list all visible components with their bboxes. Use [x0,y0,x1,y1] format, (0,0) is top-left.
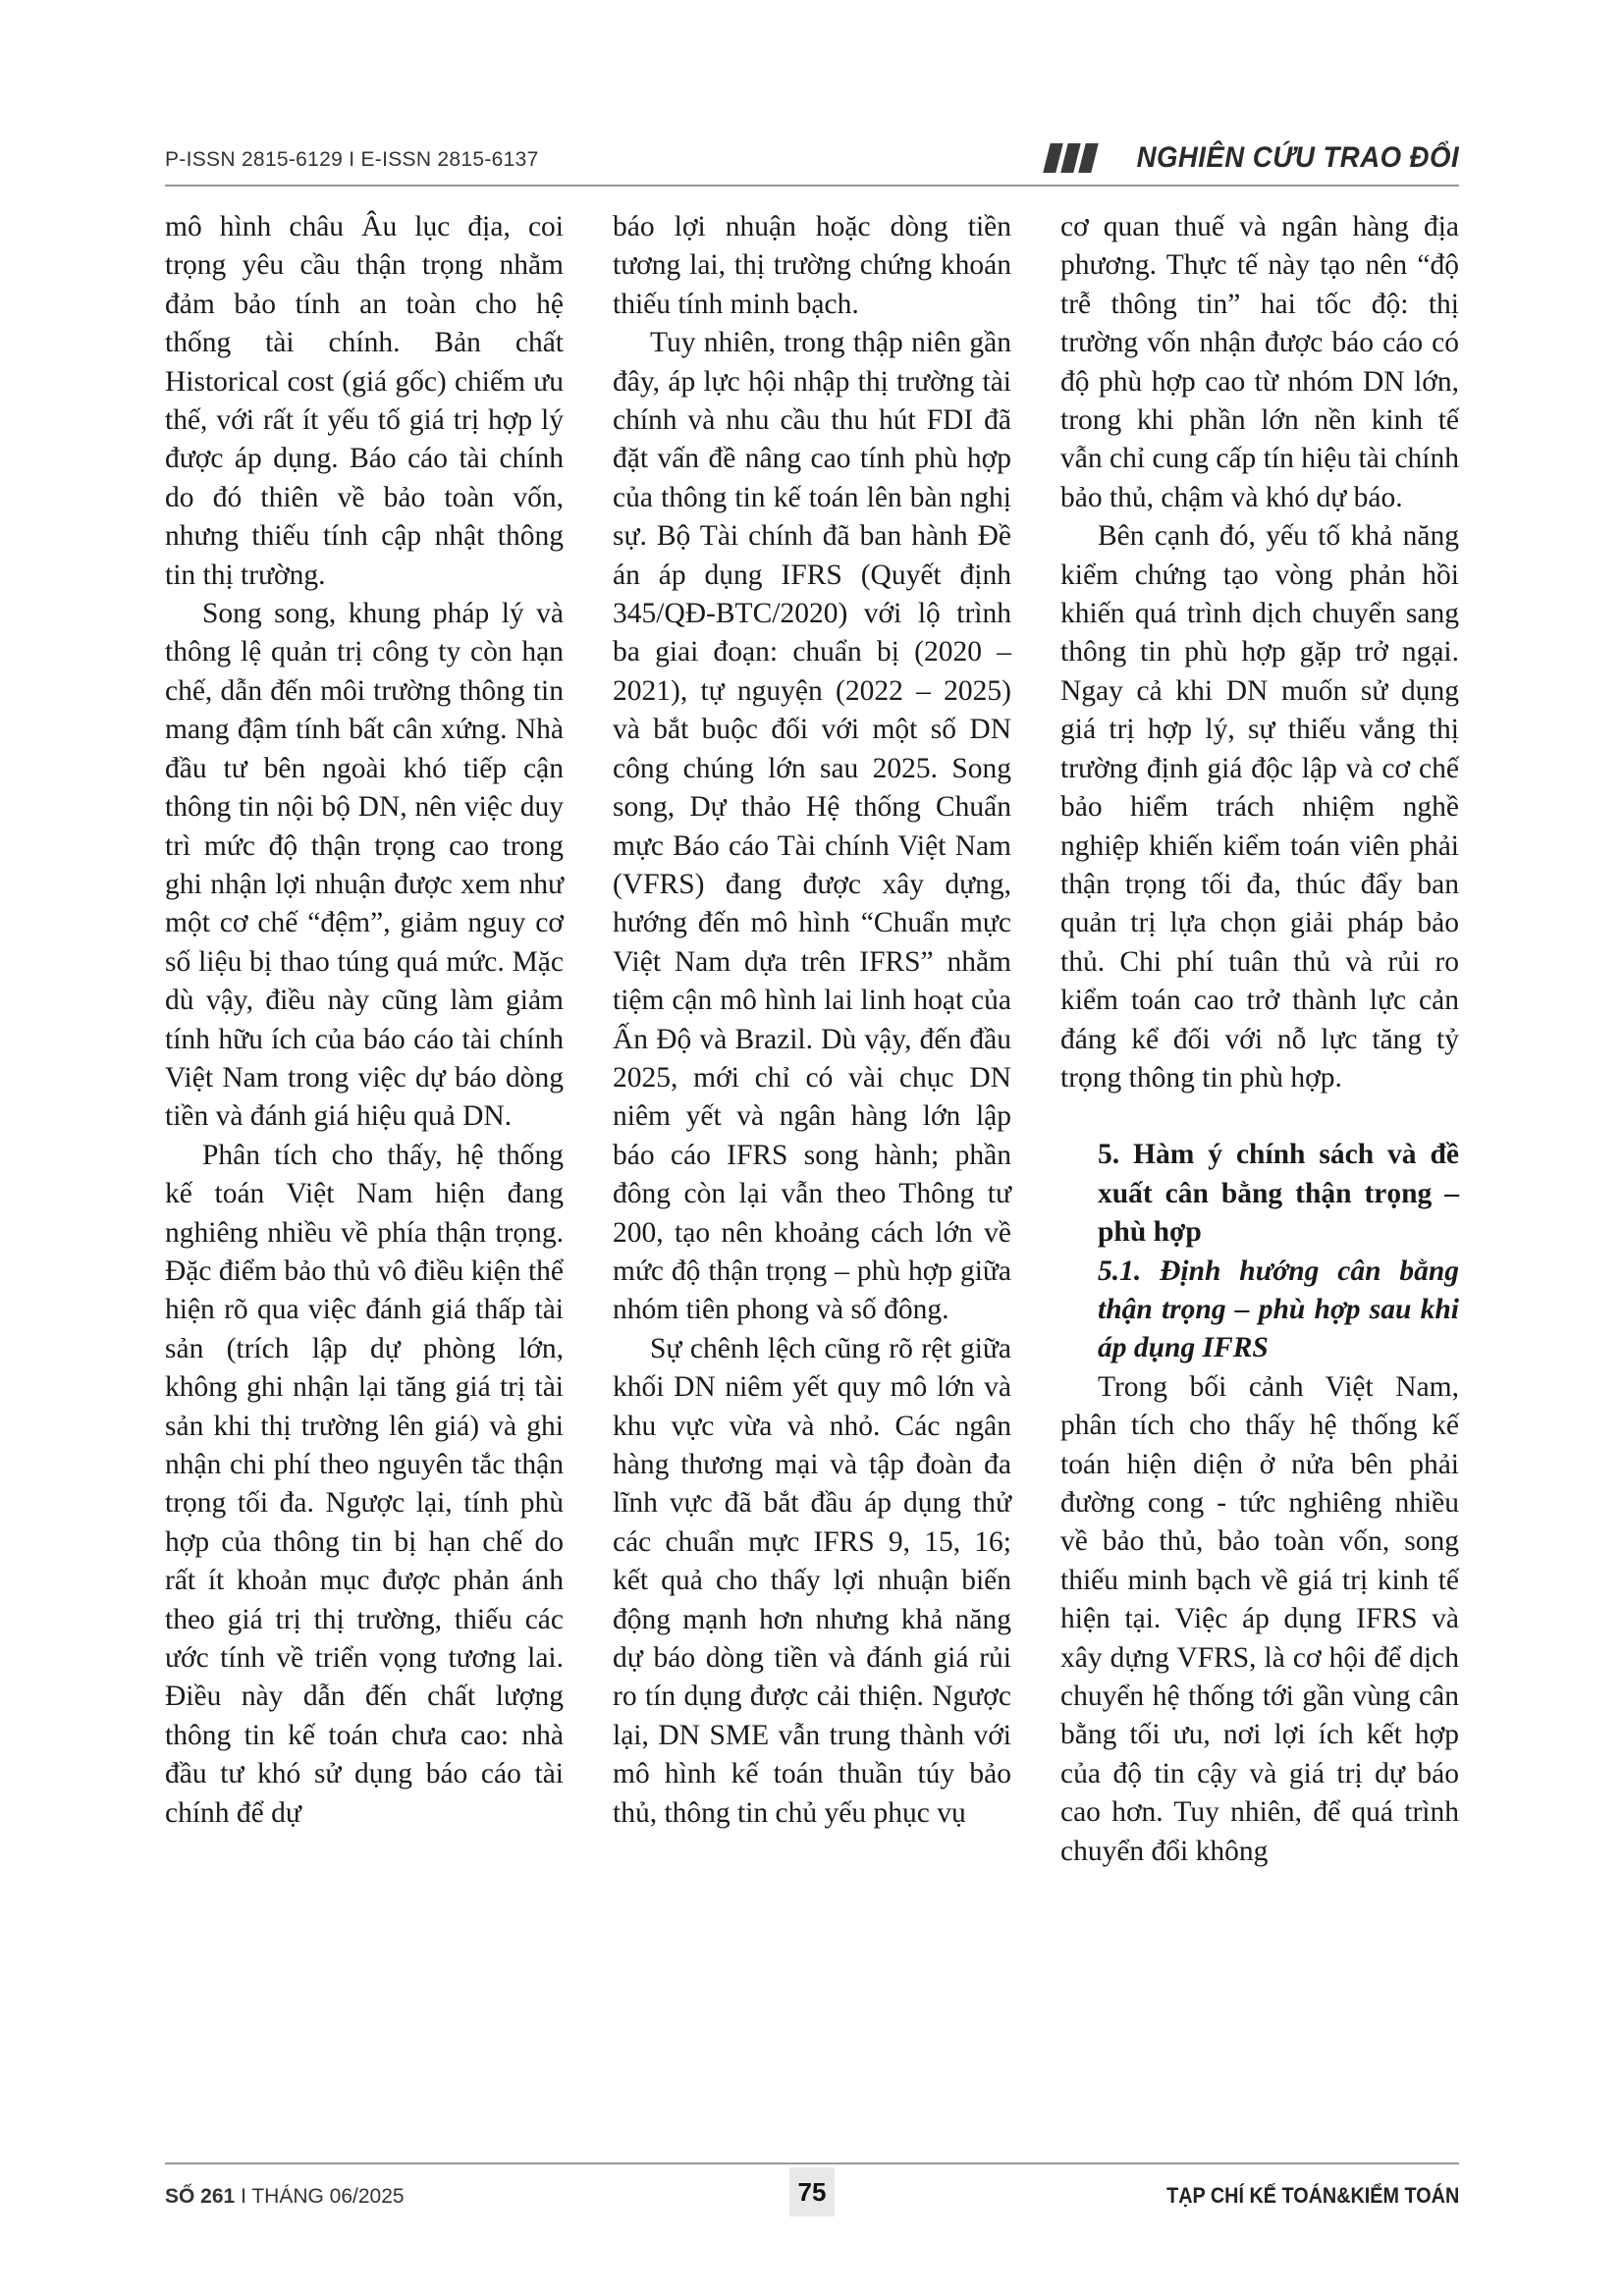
paragraph: Tuy nhiên, trong thập niên gần đây, áp lực hội nhập thị trường tài chính và nhu cầu thu hút FDI đã đặt vấn đề nâng cao tính phù hợp của thông tin kế toán lên bàn nghị sự. Bộ Tài chính đã ban hành Đề án áp dụng IFRS (Quyết định 345/QĐ-BTC/2020) với lộ trình ba giai đoạn: chuẩn bị (2020 – 2021), tự nguyện (2022 – 2025) và bắt buộc đối với một số DN công chúng lớn sau 2025. Song song, Dự thảo Hệ thống Chuẩn mực Báo cáo Tài chính Việt Nam (VFRS) đang được xây dựng, hướng đến mô hình “Chuẩn mực Việt Nam dựa trên IFRS” nhằm tiệm cận mô hình lai linh hoạt của Ấn Độ và Brazil. Dù vậy, đến đầu 2025, mới chỉ có vài chục DN niêm yết và ngân hàng lớn lập báo cáo IFRS song hành; phần đông còn lại vẫn theo Thông tư 200, tạo nên khoảng cách lớn về mức độ thận trọng – phù hợp giữa nhóm tiên phong và số đông. [613,327,1011,1326]
section-header [1047,141,1459,175]
issue-number: SỐ 261 [165,2185,236,2208]
paragraph: cơ quan thuế và ngân hàng địa phương. Thực tế này tạo nên “độ trễ thông tin” hai tốc độ: thị trường vốn nhận được báo cáo có độ phù hợp cao từ nhóm DN lớn, trong khi phần lớn nền kinh tế vẫn chỉ cung cấp tín hiệu tài chính bảo thủ, chậm và khó dự báo. [1060,211,1459,513]
issue-label [165,2185,405,2209]
section-heading: 5. Hàm ý chính sách và đề xuất cân bằng thận trọng – phù hợp [1098,1139,1459,1249]
text-column-1 [165,208,564,1833]
issue-month: I THÁNG 06/2025 [241,2185,405,2208]
paragraph: Sự chênh lệch cũng rõ rệt giữa khối DN niêm yết quy mô lớn và khu vực vừa và nhỏ. Các ngân hàng thương mại và tập đoàn đa lĩnh vực đã bắt đầu áp dụng thử các chuẩn mực IFRS 9, 15, 16; kết quả cho thấy lợi nhuận biến động mạnh hơn nhưng khả năng dự báo dòng tiền và đánh giá rủi ro tín dụng được cải thiện. Ngược lại, DN SME vẫn trung thành với mô hình kế toán thuần túy bảo thủ, thông tin chủ yếu phục vụ [613,1332,1011,1829]
paragraph: mô hình châu Âu lục địa, coi trọng yêu cầu thận trọng nhằm đảm bảo tính an toàn cho hệ thống tài chính. Bản chất Historical cost (giá gốc) chiếm ưu thế, với rất ít yếu tố giá trị hợp lý được áp dụng. Báo cáo tài chính do đó thiên về bảo toàn vốn, nhưng thiếu tính cập nhật thông tin thị trường. [165,211,564,591]
paragraph: báo lợi nhuận hoặc dòng tiền tương lai, thị trường chứng khoán thiếu tính minh bạch. [613,211,1011,320]
journal-name: TẠP CHÍ KẾ TOÁN&KIỂM TOÁN [1165,2183,1459,2208]
paragraph: Trong bối cảnh Việt Nam, phân tích cho thấy hệ thống kế toán hiện diện ở nửa bên phải đường cong - tức nghiêng nhiều về bảo thủ, bảo toàn vốn, song thiếu minh bạch về giá trị kinh tế hiện tại. Việc áp dụng IFRS và xây dựng VFRS, là cơ hội để dịch chuyển hệ thống tới gần vùng cân bằng tối ưu, nơi lợi ích kết hợp của độ tin cậy và giá trị dự báo cao hơn. Tuy nhiên, để quá trình chuyển đổi không [1060,1370,1459,1867]
paragraph: Song song, khung pháp lý và thông lệ quản trị công ty còn hạn chế, dẫn đến môi trường thông tin mang đậm tính bất cân xứng. Nhà đầu tư bên ngoài khó tiếp cận thông tin nội bộ DN, nên việc duy trì mức độ thận trọng cao trong ghi nhận lợi nhuận được xem như một cơ chế “đệm”, giảm nguy cơ số liệu bị thao túng quá mức. Mặc dù vậy, điều này cũng làm giảm tính hữu ích của báo cáo tài chính Việt Nam trong việc dự báo dòng tiền và đánh giá hiệu quả DN. [165,598,564,1133]
text-column-2 [613,208,1011,1833]
text-column-3 [1060,208,1459,1871]
footer-divider [165,2163,1459,2164]
subsection-heading: 5.1. Định hướng cân bằng thận trọng – phù hợp sau khi áp dụng IFRS [1098,1255,1459,1364]
header-divider [165,185,1459,187]
section-title: NGHIÊN CỨU TRAO ĐỔI [1136,141,1459,174]
page-number: 75 [789,2167,835,2216]
issn-header: P-ISSN 2815-6129 I E-ISSN 2815-6137 [165,148,539,171]
paragraph: Bên cạnh đó, yếu tố khả năng kiểm chứng tạo vòng phản hồi khiến quá trình dịch chuyển sang thông tin phù hợp gặp trở ngại. Ngay cả khi DN muốn sử dụng giá trị hợp lý, sự thiếu vắng thị trường định giá độc lập và cơ chế bảo hiểm trách nhiệm nghề nghiệp khiến kiểm toán viên phải thận trọng tối đa, thúc đẩy ban quản trị lựa chọn giải pháp bảo thủ. Chi phí tuân thủ và rủi ro kiểm toán cao trở thành lực cản đáng kể đối với nỗ lực tăng tỷ trọng thông tin phù hợp. [1060,520,1459,1094]
paragraph: Phân tích cho thấy, hệ thống kế toán Việt Nam hiện đang nghiêng nhiều về phía thận trọng. Đặc điểm bảo thủ vô điều kiện thể hiện rõ qua việc đánh giá thấp tài sản (trích lập dự phòng lớn, không ghi nhận lại tăng giá trị tài sản khi thị trường lên giá) và ghi nhận chi phí theo nguyên tắc thận trọng tối đa. Ngược lại, tính phù hợp của thông tin bị hạn chế do rất ít khoản mục được phản ánh theo giá trị thị trường, thiếu các ước tính về triển vọng tương lai. Điều này dẫn đến chất lượng thông tin kế toán chưa cao: nhà đầu tư khó sử dụng báo cáo tài chính để dự [165,1139,564,1829]
section-bars-decoration [1047,143,1095,173]
